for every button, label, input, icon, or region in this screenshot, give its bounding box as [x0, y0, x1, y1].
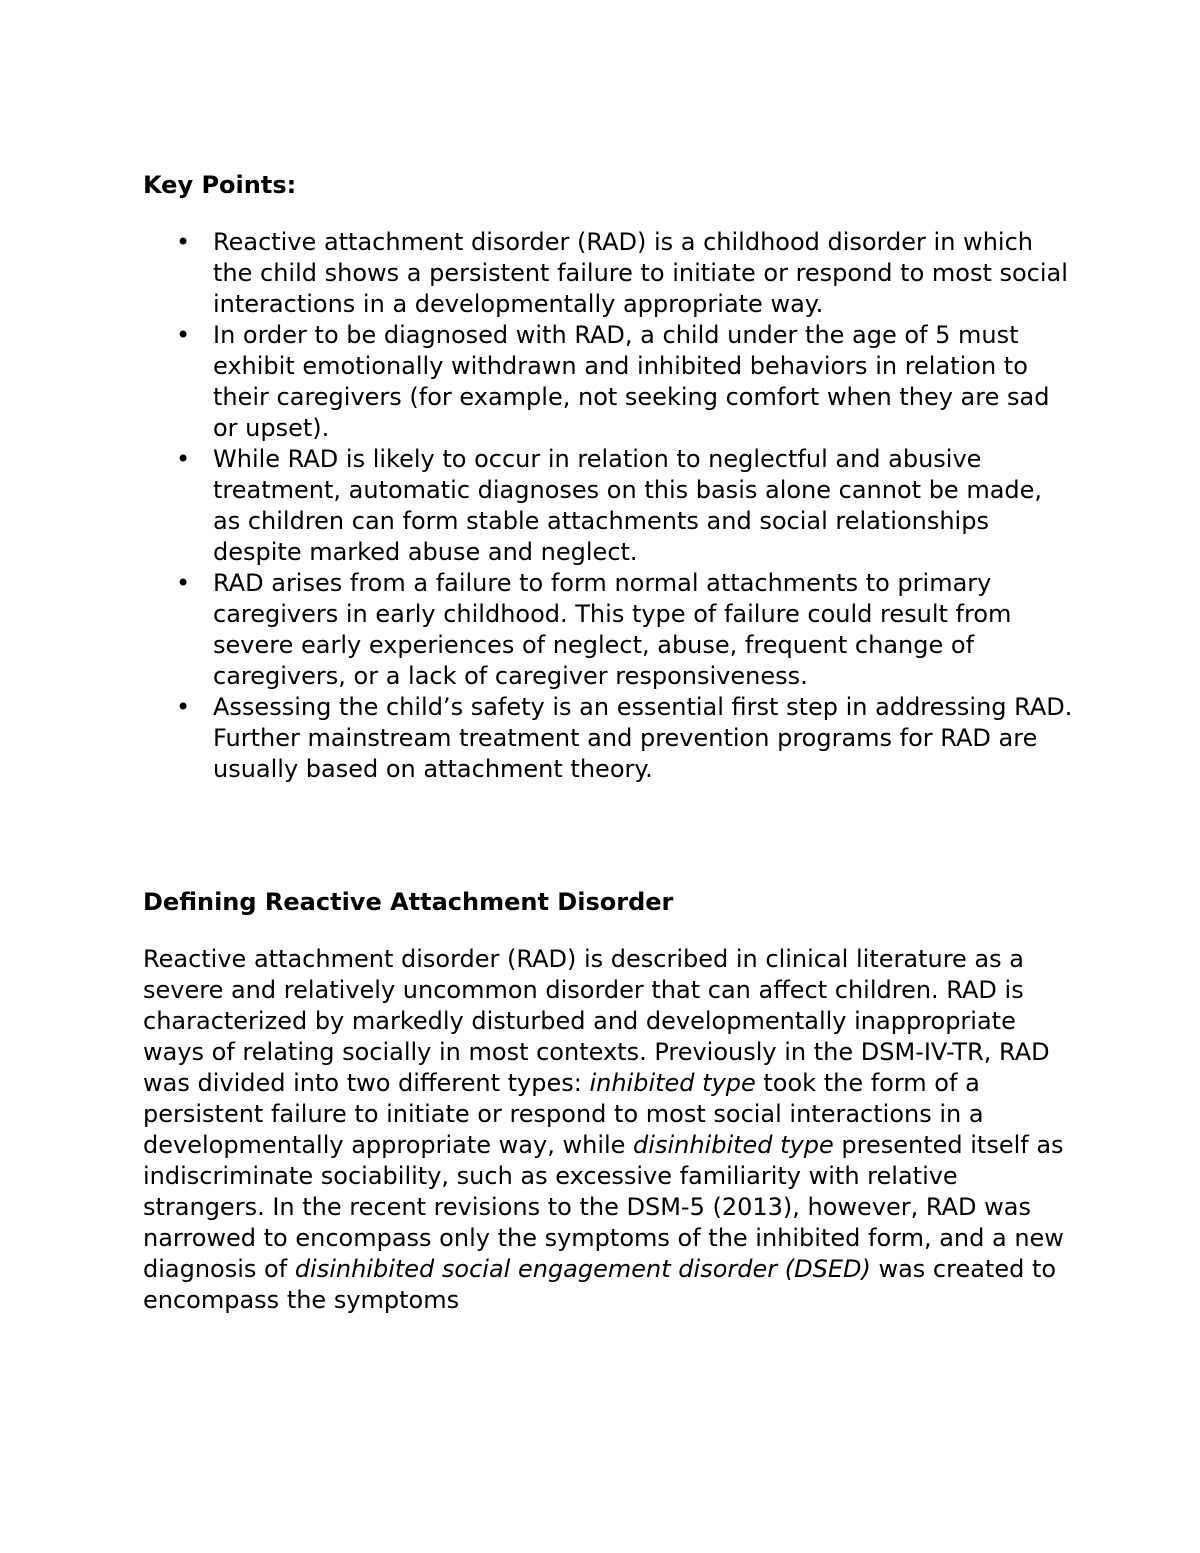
list-item	[143, 568, 1073, 692]
list-item-text: Reactive attachment disorder (RAD) is a childhood disorder in which the child shows a persistent failure to initiate or respond to most social interactions in a developmentally appropriate way.	[213, 228, 1068, 318]
bullet-icon: •	[176, 321, 191, 349]
list-item	[143, 320, 1073, 444]
paragraph-text: presented itself as indiscriminate sociability, such as excessive familiarity with relative strangers. In the recent revisions to the DSM-5 (2013), however, RAD was narrowed to encompass only the symptoms of the inhibited form, and a new diagnosis of	[143, 1131, 1064, 1283]
list-item	[143, 227, 1073, 320]
section-heading: Defining Reactive Attachment Disorder	[143, 888, 674, 916]
section-paragraph	[143, 944, 1068, 1316]
document-page	[143, 170, 1073, 1316]
key-points-heading: Key Points:	[143, 171, 297, 199]
list-item	[143, 692, 1073, 785]
key-points-list	[143, 227, 1073, 785]
paragraph-text: was created to encompass the symptoms	[143, 1255, 1057, 1314]
list-item	[143, 444, 1073, 568]
list-item-text: In order to be diagnosed with RAD, a child under the age of 5 must exhibit emotionally withdrawn and inhibited behaviors in relation to their caregivers (for example, not seeking comfort when they are sad or upset).	[213, 321, 1050, 442]
bullet-icon: •	[176, 569, 191, 597]
bullet-icon: •	[176, 445, 191, 473]
list-item-text: RAD arises from a failure to form normal attachments to primary caregivers in early childhood. This type of failure could result from severe early experiences of neglect, abuse, frequent change of caregivers, or a lack of caregiver responsiveness.	[213, 569, 1012, 690]
list-item-text: Assessing the child’s safety is an essential first step in addressing RAD. Further mainstream treatment and prevention programs for RAD are usually based on attachment theory.	[213, 693, 1073, 783]
bullet-icon: •	[176, 693, 191, 721]
italic-term: disinhibited social engagement disorder (DSED)	[294, 1255, 871, 1283]
list-item-text: While RAD is likely to occur in relation to neglectful and abusive treatment, automatic diagnoses on this basis alone cannot be made, as children can form stable attachments and social relationships despite marked abuse and neglect.	[213, 445, 1043, 566]
italic-term: inhibited type	[589, 1069, 756, 1097]
italic-term: disinhibited type	[633, 1131, 834, 1159]
paragraph-text: took the form of a persistent failure to initiate or respond to most social interactions in a developmentally appropriate way, while	[143, 1069, 984, 1159]
bullet-icon: •	[176, 228, 191, 256]
paragraph-text: Reactive attachment disorder (RAD) is described in clinical literature as a severe and relatively uncommon disorder that can affect children. RAD is characterized by markedly disturbed and developmentally inappropriate ways of relating socially in most contexts. Previously in the DSM-IV-TR, RAD was divided into two different types:	[143, 945, 1050, 1097]
